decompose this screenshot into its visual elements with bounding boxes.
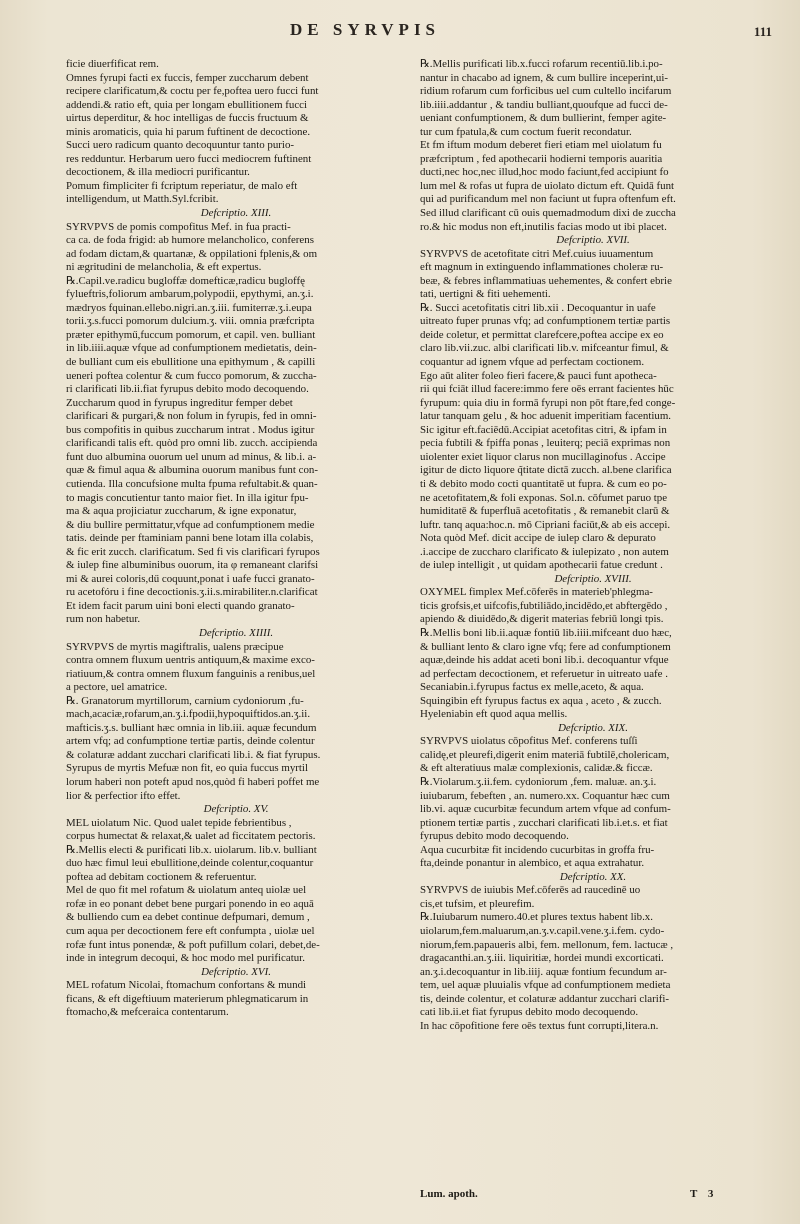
signature-mark: T 3 bbox=[690, 1188, 718, 1200]
left-column-line: ℞.Mellis electi & purificati lib.x. uiolarum. lib.v. bulliant bbox=[66, 843, 317, 856]
left-column-line: & colaturæ addant zucchari clarificati lib.i. & fiat fyrupus. bbox=[66, 748, 321, 761]
right-column-line: latur tanquam gelu , & hoc aduenit imperitiam facentium. bbox=[420, 410, 672, 423]
right-column-line: uiolenter exiet liquor clarus non mucillaginofus . Accipe bbox=[420, 450, 666, 463]
right-column-line: coquantur ad ignem vfque ad perfectam coctionem. bbox=[420, 356, 645, 369]
right-column-line: aquæ,deinde his addat aceti boni lib.i. decoquantur vfque bbox=[420, 654, 669, 667]
left-column-line: præter epithymű,fuccum pomorum, et capil. ven. bulliant bbox=[66, 328, 316, 341]
left-column-line: uirtus deperditur, & hoc intelligas de fuccis fructuum & bbox=[66, 112, 309, 125]
right-column-line: tis, deinde colentur, et colaturæ addantur zucchari clarifi- bbox=[420, 992, 670, 1005]
left-column-line: ni ægritudini de melancholia, & eft expertus. bbox=[66, 261, 262, 274]
left-column-line: addendi.& ratio eft, quia per longam ebullitionem fucci bbox=[66, 98, 308, 111]
right-column-line: eft magnum in extinguendo inflammationes choleræ ru- bbox=[420, 261, 664, 274]
right-column-line: cati lib.ii.et fiat fyrupus debito modo decoquendo. bbox=[420, 1006, 639, 1019]
left-column-line: Defcriptio. XIIII. bbox=[198, 626, 274, 639]
right-column-line: Sic igitur eft.faciēdū.Accipiat acetofitas citri, & ipfam in bbox=[420, 423, 667, 436]
catchword: Lum. apoth. bbox=[420, 1188, 478, 1200]
right-column-line: tur cum fpatula,& cum coctum fuerit recondatur. bbox=[420, 125, 632, 138]
left-column-line: ficie diuerfificat rem. bbox=[66, 58, 159, 70]
right-column-line: ducti,nec hoc,nec illud,hoc modo faciunt,fed accipiunt fo bbox=[420, 166, 669, 179]
left-column-line: ueneri poftea colentur & cum fucco pomorum, & zuccha- bbox=[66, 369, 317, 382]
left-column-line: ca ca. de foda frigid: ab humore melancholico, conferens bbox=[66, 234, 314, 247]
right-column-line: Squingibin eft fyrupus factus ex aqua , aceto , & zucch. bbox=[420, 694, 662, 707]
right-column-line: ℞.Mellis boni lib.ii.aquæ fontiū lib.iiii.mifceant duo hæc, bbox=[420, 626, 672, 639]
right-column-line: OXYMEL fimplex Mef.cōferēs in materieb'phlegma- bbox=[420, 586, 653, 599]
left-column-line: contra omnem fluxum uentris antiquum,& maxime exco- bbox=[66, 654, 315, 667]
left-column-line: Succi uero radicum quanto decoquuntur tanto purio- bbox=[66, 139, 295, 152]
right-column-line: cis,et tufsim, et pleurefim. bbox=[420, 897, 535, 910]
left-column-line: ℞. Granatorum myrtillorum, carnium cydoniorum ,fu- bbox=[66, 694, 304, 707]
right-column-line: igitur de dicto liquore q̃titate dictā zucch. al.bene clarifica bbox=[420, 464, 672, 477]
left-column-line: rum non habetur. bbox=[66, 613, 141, 626]
right-column-line: Defcriptio. XX. bbox=[559, 870, 627, 883]
right-column-line: Ego aūt aliter foleo fieri facere,& pauci funt apotheca- bbox=[420, 369, 657, 382]
left-column-line: torii.ʒ.s.fucci pomorum dulcium.ʒ. viii. omnia præfcripta bbox=[66, 315, 315, 328]
right-column-line: ℞. Succi acetofitatis citri lib.xii . Decoquantur in uafe bbox=[420, 301, 656, 314]
left-column-line: riatiuum,& contra omnem fluxum fanguinis a renibus,uel bbox=[66, 667, 316, 680]
right-column-line: lum mel & rofas ut fupra de uiolato dictum eft. Quidā funt bbox=[420, 179, 675, 192]
left-column-line: bus compofitis in quibus zuccharum intrat . Modus igitur bbox=[66, 423, 315, 436]
left-column-line: Et idem facit parum uini boni electi quando granato- bbox=[66, 599, 295, 612]
left-column-line: in lib.iiii.aquæ vfque ad confumptionem medietatis, dein- bbox=[66, 342, 317, 355]
left-column-line: Defcriptio. XVI. bbox=[201, 965, 271, 978]
left-column-line: to magis concutientur tanto maior fiet. In illa igitur fpu- bbox=[66, 491, 309, 504]
right-column-line: pecia fubtili & fpiffa ponas , leuiterq; peciā exprimas non bbox=[420, 437, 671, 450]
left-text-column bbox=[66, 58, 406, 1020]
right-column-line: fyrupum: quia diu in formā fyrupi non pōt ftare,fed conge- bbox=[420, 396, 676, 409]
left-column-line: ftomacho,& mefceraica contentarum. bbox=[66, 1006, 229, 1019]
left-column-line: MEL rofatum Nicolai, ftomachum confortans & mundi bbox=[66, 979, 307, 992]
left-column-line: artem vfq; ad confumptione tertiæ partis, deinde colentur bbox=[66, 735, 315, 748]
right-column-line: uiolarum,fem.maluarum,an.ʒ.v.capil.vene.ʒ.i.fem. cydo- bbox=[420, 925, 665, 937]
left-column-line: Mel de quo fit mel rofatum & uiolatum anteq uiolæ uel bbox=[66, 884, 307, 897]
right-column-line: In hac cōpofitione fere oēs textus funt corrupti,litera.n. bbox=[420, 1019, 659, 1032]
left-column-line: minis aromaticis, quia hi parum fuftinent de decoctione. bbox=[66, 125, 311, 138]
right-column-line: .i.accipe de zuccharo clarificato & iulepizato , non autem bbox=[420, 545, 669, 558]
right-column-line: deide coletur, et permittat clarefcere,poftea accipe ex eo bbox=[420, 328, 664, 341]
right-column-line: Defcriptio. XVIII. bbox=[554, 572, 632, 585]
left-column-line: corpus humectat & relaxat,& ualet ad ficcitatem pectoris. bbox=[66, 830, 316, 843]
right-column-line: apiendo & diuidēdo,& digerit materias febriū longi tpis. bbox=[420, 613, 664, 626]
right-column-line: ti & debito modo cocti quantitatē ut fupra. & cum eo po- bbox=[420, 477, 667, 490]
right-text-column bbox=[420, 58, 766, 1033]
left-column-line: & diu bullire permittatur,vfque ad confumptionem medie bbox=[66, 518, 315, 531]
right-column-line: Et fm iftum modum deberet fieri etiam mel uiolatum fu bbox=[420, 139, 662, 152]
left-column-line: Pomum fimpliciter fi fcriptum reperiatur, de malo eft bbox=[66, 179, 298, 192]
left-column-line: ℞.Capil.ve.radicu bugloffæ domefticæ,radicu bugloffę bbox=[66, 274, 305, 287]
left-column-line: fylueftris,foliorum ambarum,polypodii, epythymi, an.ʒ.i. bbox=[66, 288, 314, 301]
right-column-line: ℞.Mellis purificati lib.x.fucci rofarum recentiū.lib.i.po- bbox=[420, 58, 663, 70]
right-column-line: de iulep intelligit , ut quidam apothecarii fatue credunt . bbox=[420, 559, 663, 572]
right-column-line: ℞.Iuiubarum numero.40.et plures textus habent lib.x. bbox=[420, 911, 653, 924]
right-column-line: Defcriptio. XVII. bbox=[556, 234, 630, 247]
right-column-line: lib.iiii.addantur , & tandiu bulliant,quoufque ad fucci de- bbox=[420, 98, 668, 111]
left-column-line: ru acetofóru i fine decoctionis.ʒ.ii.s.mirabiliter.n.clarificat bbox=[66, 586, 318, 599]
right-column-line: ℞.Violarum.ʒ.ii.fem. cydoniorum ,fem. maluæ. an.ʒ.i. bbox=[420, 775, 657, 788]
right-column-line: fyrupus debito modo decoquendo. bbox=[420, 830, 569, 843]
left-column-line: quæ & fimul aqua & albumina ouorum manibus funt con- bbox=[66, 464, 318, 477]
left-column-line: recipere clarificatum,& coctu per fe,poftea uero fucci funt bbox=[66, 85, 319, 98]
left-column-line: Defcriptio. XIII. bbox=[200, 207, 272, 220]
right-column-line: qui ad purificandum mel non faciunt ut fupra oftenfum eft. bbox=[420, 193, 676, 206]
right-column-line: Defcriptio. XIX. bbox=[558, 721, 628, 734]
right-column-line: Aqua cucurbitæ fit incidendo cucurbitas in groffa fru- bbox=[420, 843, 655, 856]
left-column-line: & fic erit zucch. clarificatum. Sed fi vis clarificari fyrupos bbox=[66, 545, 320, 558]
right-column-line: iuiubarum, febeften , an. numero.xx. Coquantur hæc cum bbox=[420, 789, 670, 802]
right-column-line: Nota quòd Mef. dicit accipe de iulep claro & depurato bbox=[420, 532, 656, 545]
left-column-line: intelligendum, ut Matth.Syl.fcribit. bbox=[66, 193, 219, 206]
right-column-line: ro.& hic modus non eft,inutilis facias modo ut ibi placet. bbox=[420, 220, 667, 233]
right-column-line: dragacanthi.an.ʒ.iii. liquiritiæ, hordei mundi excorticati. bbox=[420, 952, 664, 965]
right-column-line: SYRVPVS uiolatus cōpofitus Mef. conferens tuſſi bbox=[420, 735, 638, 748]
left-column-line: ma & aqua projiciatur zuccharum, & igne exponatur, bbox=[66, 505, 297, 518]
right-column-line: ptionem tertiæ partis , zucchari clarificati lib.i.et.s. et fiat bbox=[420, 816, 668, 829]
right-column-line: humiditatē & fuperfluā acetofitatis , & remanebit clarū & bbox=[420, 505, 670, 518]
left-column-line: rofæ in eo ponant debet bene purgari ponendo in eo aquā bbox=[66, 897, 314, 910]
right-column-line: an.ʒ.i.decoquantur in lib.iiij. aquæ fontium fecundum ar- bbox=[420, 965, 667, 978]
right-column-line: uitreato fuper prunas vfq; ad confumptionem tertiæ partis bbox=[420, 315, 671, 328]
left-column-line: inde in integrum decoqui, & hoc modo mel purificatur. bbox=[66, 952, 305, 965]
left-column-line: tatis. deinde per ftaminiam panni bene lotam illa colabis, bbox=[66, 532, 314, 545]
left-column-line: clarificari & purgari,& non folum in fyrupis, fed in omni- bbox=[66, 410, 317, 423]
right-column-line: luftr. tanq aqua:hoc.n. mō Cipriani faciūt,& ab eis accepi. bbox=[420, 518, 671, 531]
left-column-line: poftea ad debitam coctionem & referuentur. bbox=[66, 870, 257, 883]
left-column-line: rofæ funt intus ponendæ, & poft pufillum colari, debet,de- bbox=[66, 938, 320, 951]
left-column-line: lorum haberi non poteft apud nos,quòd fi haberi poffet me bbox=[66, 775, 320, 788]
right-column-line: SYRVPVS de iuiubis Mef.cōferēs ad raucedinē uo bbox=[420, 884, 641, 897]
right-column-line: ticis grofsis,et uifcofis,fubtiliādo,incidēdo,et abftergēdo , bbox=[420, 599, 668, 612]
left-column-line: cutienda. Illa concufsione multa fpuma refultabit.& quan- bbox=[66, 477, 318, 490]
page-header bbox=[0, 20, 800, 48]
left-column-line: mi & aurei coloris,dű coquunt,ponat i uafe fucci granato- bbox=[66, 572, 315, 585]
left-column-line: decoctionem, & illa mediocri purificantur. bbox=[66, 166, 250, 179]
right-column-line: fta,deinde ponantur in alembico, et aqua extrahatur. bbox=[420, 857, 645, 870]
running-title: DE SYRVPIS bbox=[290, 20, 441, 39]
left-column-line: SYRVPVS de pomis compofitus Mef. in fua practi- bbox=[66, 220, 291, 233]
right-column-line: Secaniabin.i.fyrupus factus ex melle,aceto, & aqua. bbox=[420, 681, 644, 694]
left-column-line: MEL uiolatum Nic. Quod ualet tepide febrientibus , bbox=[66, 816, 292, 829]
right-column-line: ne acetofitatem,& foli exponas. Sol.n. cōfumet paruo tpe bbox=[420, 491, 668, 504]
left-column-line: ri clarificati lib.ii.fiat fyrupus debito modo decoquendo. bbox=[66, 383, 309, 396]
left-column-line: clarificandi talis eft. quòd pro omni lib. zucch. accipienda bbox=[66, 437, 318, 450]
right-column-line: niorum,fem.papaueris albi, fem. mellonum, fem. lactucæ , bbox=[420, 938, 674, 951]
left-column-line: cum aqua per decoctionem fere eft confumpta , uiolæ uel bbox=[66, 925, 315, 937]
right-column-line: ad perfectam decoctionem, et referuetur in uitreato uafe . bbox=[420, 667, 668, 680]
right-column-line: tem, uel aquæ pluuialis vfque ad confumptionem medieta bbox=[420, 979, 671, 992]
right-column-line: Sed illud clarificant cū ouis quemadmodum dixi de zuccha bbox=[420, 207, 676, 220]
right-column-line: ueniant confumptionem, & dum bullierint, femper agite- bbox=[420, 112, 667, 125]
left-column-line: Defcriptio. XV. bbox=[203, 803, 269, 816]
left-column-line: lior & perfectior ifto effet. bbox=[66, 789, 181, 802]
left-column-line: mædryos fquinan.ellebo.nigri.an.ʒ.iii. fumiterræ.ʒ.i.eupa bbox=[66, 301, 312, 314]
left-column-line: ficans, & eft digeftiuum materierum phlegmaticarum in bbox=[66, 992, 309, 1005]
left-column-line: Syrupus de myrtis Mefuæ non fit, eo quia fuccus myrtil bbox=[66, 762, 308, 775]
right-column-line: claro lib.vii.zuc. albi clarificati lib.v. mifceantur fimul, & bbox=[420, 342, 669, 355]
right-column-line: & eft alteratiuus malæ complexionis, calidæ.& ficcæ. bbox=[420, 762, 653, 775]
right-column-line: & bulliant lento & claro igne vfq; fere ad confumptionem bbox=[420, 640, 671, 653]
left-column-line: Zuccharum quod in fyrupus ingreditur femper debet bbox=[66, 396, 293, 409]
right-column-line: SYRVPVS de acetofitate citri Mef.cuius iuuamentum bbox=[420, 247, 654, 260]
right-column-line: præfcriptum , fed apothecarii hodierni temporis auaritia bbox=[420, 152, 663, 165]
left-column-line: res redduntur. Herbarum uero fucci mediocrem fuftinent bbox=[66, 152, 312, 165]
left-column-line: duo hæc fimul leui ebullitione,deinde colentur,coquantur bbox=[66, 857, 314, 870]
left-column-line: SYRVPVS de myrtis magiftralis, ualens præcipue bbox=[66, 640, 284, 653]
right-column-line: tati, uertigni & fiti uehementi. bbox=[420, 288, 551, 301]
left-column-line: mach,acaciæ,rofarum,an.ʒ.i.fpodii,hypoquiftidos.an.ʒ.ii. bbox=[66, 708, 311, 721]
left-column-line: ad fodam dictam,& quartanæ, & oppilationi fplenis,& om bbox=[66, 247, 318, 260]
right-column-line: Hyeleniabin eft quod aqua mellis. bbox=[420, 708, 568, 721]
page-number: 111 bbox=[753, 24, 772, 39]
left-column-line: Omnes fyrupi facti ex fuccis, femper zuccharum debent bbox=[66, 71, 309, 84]
left-column-line: a pectore, uel amatrice. bbox=[66, 681, 168, 694]
left-column-line: & bulliendo cum ea debet continue defpumari, demum , bbox=[66, 911, 310, 924]
right-column-line: nantur in chacabo ad ignem, & cum bullire inceperint,ui- bbox=[420, 71, 668, 84]
right-column-line: rii qui fciāt illud facere:immo fere oēs errant facientes hūc bbox=[420, 383, 674, 396]
right-column-line: calidę,et pleurefi,digerit enim materiā fubtilē,cholericam, bbox=[420, 748, 670, 761]
right-column-line: ridium rofarum cum forficibus uel cum cultello incifarum bbox=[420, 85, 672, 98]
right-column-line: lib.vi. aquæ cucurbitæ fecundum artem vfque ad confum- bbox=[420, 803, 671, 816]
right-column-line: beæ, & febres inflammatiuas uehementes, & confert ebrie bbox=[420, 274, 672, 287]
left-column-line: funt duo albumina ouorum uel unum ad minus, & lib.i. a- bbox=[66, 450, 317, 463]
left-column-line: & iulep fine albuminibus ouorum, ita φ remaneant clarifsi bbox=[66, 559, 319, 572]
left-column-line: de bulliant cum eis ebullitione una epithymum , & capilli bbox=[66, 356, 316, 369]
left-column-line: mafticis.ʒ.s. bulliant hæc omnia in lib.iii. aquæ fecundum bbox=[66, 721, 317, 734]
